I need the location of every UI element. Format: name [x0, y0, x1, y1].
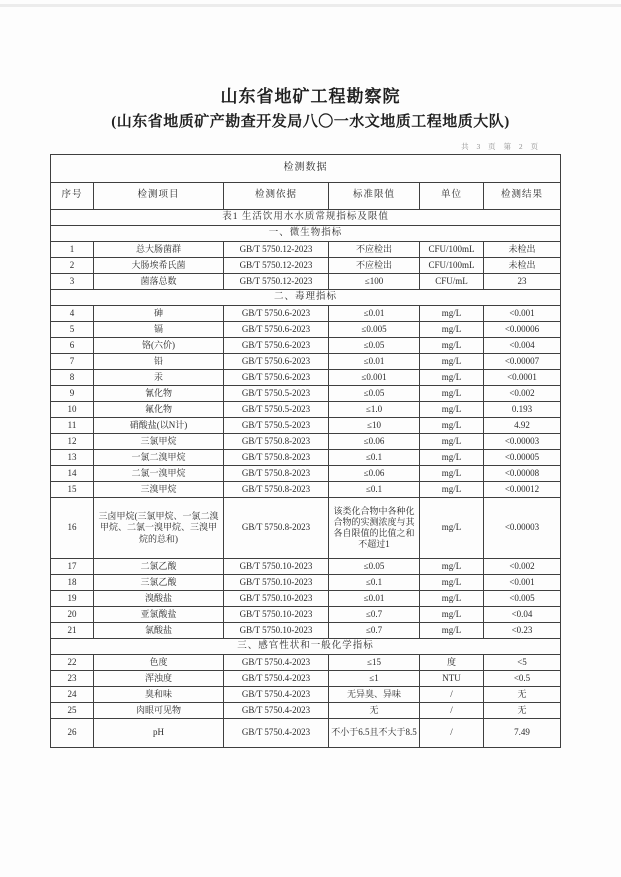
cell-limit: 不应检出	[329, 258, 420, 274]
section-title: 三、感官性状和一般化学指标	[51, 639, 561, 655]
cell-item: 汞	[94, 370, 224, 386]
cell-item: 菌落总数	[94, 274, 224, 290]
table-row	[51, 498, 561, 559]
cell-item: 三氯甲烷	[94, 434, 224, 450]
cell-item: 浑浊度	[94, 671, 224, 687]
table-row	[51, 575, 561, 591]
cell-result: <0.23	[484, 623, 561, 639]
cell-seq: 8	[51, 370, 94, 386]
cell-result: <0.00003	[484, 498, 561, 559]
table-row	[51, 338, 561, 354]
table-row	[51, 402, 561, 418]
table-row	[51, 671, 561, 687]
cell-method: GB/T 5750.6-2023	[224, 354, 329, 370]
cell-unit: mg/L	[420, 370, 484, 386]
cell-seq: 5	[51, 322, 94, 338]
cell-seq: 25	[51, 703, 94, 719]
column-header-row	[51, 183, 561, 210]
page-number-marker: 共 3 页 第 2 页	[461, 142, 541, 151]
cell-method: GB/T 5750.4-2023	[224, 687, 329, 703]
cell-limit: ≤0.1	[329, 450, 420, 466]
cell-limit: ≤0.05	[329, 559, 420, 575]
cell-method: GB/T 5750.5-2023	[224, 402, 329, 418]
cell-result: 无	[484, 703, 561, 719]
table-row	[51, 466, 561, 482]
cell-unit: /	[420, 703, 484, 719]
cell-seq: 6	[51, 338, 94, 354]
cell-method: GB/T 5750.6-2023	[224, 322, 329, 338]
cell-seq: 19	[51, 591, 94, 607]
cell-unit: mg/L	[420, 434, 484, 450]
table-row	[51, 434, 561, 450]
cell-method: GB/T 5750.8-2023	[224, 466, 329, 482]
cell-limit: ≤0.01	[329, 354, 420, 370]
cell-seq: 7	[51, 354, 94, 370]
cell-item: 硝酸盐(以N计)	[94, 418, 224, 434]
cell-seq: 4	[51, 306, 94, 322]
cell-method: GB/T 5750.12-2023	[224, 258, 329, 274]
cell-seq: 9	[51, 386, 94, 402]
cell-seq: 12	[51, 434, 94, 450]
section-row	[51, 639, 561, 655]
table-row	[51, 623, 561, 639]
cell-limit: 不应检出	[329, 242, 420, 258]
cell-method: GB/T 5750.6-2023	[224, 306, 329, 322]
cell-unit: mg/L	[420, 591, 484, 607]
cell-unit: mg/L	[420, 466, 484, 482]
cell-method: GB/T 5750.8-2023	[224, 434, 329, 450]
cell-method: GB/T 5750.10-2023	[224, 575, 329, 591]
cell-unit: mg/L	[420, 322, 484, 338]
cell-item: 臭和味	[94, 687, 224, 703]
cell-limit: ≤0.06	[329, 434, 420, 450]
cell-limit: ≤0.1	[329, 575, 420, 591]
cell-item: 三卤甲烷(三氯甲烷、一氯二溴甲烷、二氯一溴甲烷、三溴甲烷的总和)	[94, 498, 224, 559]
cell-method: GB/T 5750.4-2023	[224, 719, 329, 748]
cell-method: GB/T 5750.5-2023	[224, 386, 329, 402]
table-row	[51, 655, 561, 671]
cell-item: 一氯二溴甲烷	[94, 450, 224, 466]
cell-item: 铅	[94, 354, 224, 370]
cell-unit: NTU	[420, 671, 484, 687]
cell-unit: mg/L	[420, 354, 484, 370]
cell-unit: 度	[420, 655, 484, 671]
cell-limit: 该类化合物中各种化合物的实测浓度与其各自限值的比值之和不超过1	[329, 498, 420, 559]
cell-result: <0.004	[484, 338, 561, 354]
cell-item: 色度	[94, 655, 224, 671]
cell-item: 大肠埃希氏菌	[94, 258, 224, 274]
table-caption-row	[51, 155, 561, 183]
cell-limit: ≤1	[329, 671, 420, 687]
table-row	[51, 703, 561, 719]
cell-seq: 23	[51, 671, 94, 687]
column-header: 检测依据	[224, 183, 329, 210]
section-title: 二、毒理指标	[51, 290, 561, 306]
cell-unit: CFU/100mL	[420, 258, 484, 274]
cell-method: GB/T 5750.8-2023	[224, 482, 329, 498]
cell-result: <0.0001	[484, 370, 561, 386]
cell-limit: ≤15	[329, 655, 420, 671]
cell-result: <0.00006	[484, 322, 561, 338]
cell-seq: 26	[51, 719, 94, 748]
table-row	[51, 559, 561, 575]
table-caption: 检测数据	[51, 155, 561, 183]
table-row	[51, 719, 561, 748]
cell-seq: 2	[51, 258, 94, 274]
cell-seq: 17	[51, 559, 94, 575]
cell-result: 未检出	[484, 242, 561, 258]
table-row	[51, 450, 561, 466]
cell-unit: mg/L	[420, 575, 484, 591]
cell-item: 铬(六价)	[94, 338, 224, 354]
cell-limit: ≤0.005	[329, 322, 420, 338]
cell-item: 氰化物	[94, 386, 224, 402]
cell-seq: 22	[51, 655, 94, 671]
cell-result: <0.005	[484, 591, 561, 607]
cell-limit: ≤0.01	[329, 591, 420, 607]
cell-method: GB/T 5750.8-2023	[224, 450, 329, 466]
section-row	[51, 210, 561, 226]
table-row	[51, 386, 561, 402]
cell-unit: mg/L	[420, 498, 484, 559]
cell-unit: mg/L	[420, 559, 484, 575]
cell-result: <0.04	[484, 607, 561, 623]
cell-limit: 不小于6.5且不大于8.5	[329, 719, 420, 748]
cell-unit: CFU/mL	[420, 274, 484, 290]
cell-result: 23	[484, 274, 561, 290]
column-header: 检测结果	[484, 183, 561, 210]
cell-result: <0.00007	[484, 354, 561, 370]
cell-result: <5	[484, 655, 561, 671]
cell-method: GB/T 5750.12-2023	[224, 274, 329, 290]
section-title: 表1 生活饮用水水质常规指标及限值	[51, 210, 561, 226]
cell-limit: ≤0.7	[329, 623, 420, 639]
cell-seq: 10	[51, 402, 94, 418]
cell-method: GB/T 5750.6-2023	[224, 338, 329, 354]
cell-item: 三溴甲烷	[94, 482, 224, 498]
cell-unit: /	[420, 687, 484, 703]
cell-unit: mg/L	[420, 338, 484, 354]
cell-result: 4.92	[484, 418, 561, 434]
cell-unit: CFU/100mL	[420, 242, 484, 258]
table-row	[51, 482, 561, 498]
cell-method: GB/T 5750.6-2023	[224, 370, 329, 386]
cell-unit: mg/L	[420, 386, 484, 402]
cell-unit: /	[420, 719, 484, 748]
table-body	[51, 210, 561, 748]
cell-limit: ≤0.001	[329, 370, 420, 386]
cell-seq: 1	[51, 242, 94, 258]
table-row	[51, 258, 561, 274]
cell-unit: mg/L	[420, 306, 484, 322]
cell-seq: 21	[51, 623, 94, 639]
table-head	[51, 155, 561, 210]
table-row	[51, 591, 561, 607]
table-row	[51, 370, 561, 386]
cell-result: <0.00008	[484, 466, 561, 482]
org-title: 山东省地矿工程勘察院	[220, 87, 401, 106]
section-title: 一、微生物指标	[51, 226, 561, 242]
cell-limit: ≤0.01	[329, 306, 420, 322]
org-subtitle: (山东省地质矿产勘查开发局八〇一水文地质工程地质大队)	[111, 114, 510, 130]
cell-item: 三氯乙酸	[94, 575, 224, 591]
cell-result: 未检出	[484, 258, 561, 274]
cell-result: <0.001	[484, 575, 561, 591]
cell-result: 0.193	[484, 402, 561, 418]
cell-result: <0.00003	[484, 434, 561, 450]
cell-result: <0.001	[484, 306, 561, 322]
cell-method: GB/T 5750.4-2023	[224, 671, 329, 687]
cell-method: GB/T 5750.8-2023	[224, 498, 329, 559]
table-row	[51, 242, 561, 258]
cell-result: <0.00005	[484, 450, 561, 466]
cell-method: GB/T 5750.10-2023	[224, 607, 329, 623]
cell-item: 二氯乙酸	[94, 559, 224, 575]
cell-method: GB/T 5750.10-2023	[224, 623, 329, 639]
cell-limit: ≤10	[329, 418, 420, 434]
section-row	[51, 290, 561, 306]
cell-limit: 无异臭、异味	[329, 687, 420, 703]
column-header: 检测项目	[94, 183, 224, 210]
cell-method: GB/T 5750.4-2023	[224, 703, 329, 719]
cell-result: <0.5	[484, 671, 561, 687]
test-results-table	[50, 154, 561, 748]
cell-item: 总大肠菌群	[94, 242, 224, 258]
cell-item: pH	[94, 719, 224, 748]
cell-seq: 18	[51, 575, 94, 591]
cell-unit: mg/L	[420, 623, 484, 639]
table-row	[51, 687, 561, 703]
cell-limit: ≤0.05	[329, 338, 420, 354]
cell-limit: ≤0.05	[329, 386, 420, 402]
cell-method: GB/T 5750.10-2023	[224, 591, 329, 607]
cell-result: <0.00012	[484, 482, 561, 498]
cell-limit: ≤0.1	[329, 482, 420, 498]
column-header: 序号	[51, 183, 94, 210]
cell-unit: mg/L	[420, 607, 484, 623]
cell-seq: 16	[51, 498, 94, 559]
section-row	[51, 226, 561, 242]
cell-item: 砷	[94, 306, 224, 322]
cell-unit: mg/L	[420, 418, 484, 434]
cell-item: 氯酸盐	[94, 623, 224, 639]
cell-seq: 11	[51, 418, 94, 434]
cell-limit: ≤0.06	[329, 466, 420, 482]
cell-unit: mg/L	[420, 482, 484, 498]
column-header: 单位	[420, 183, 484, 210]
table-row	[51, 322, 561, 338]
cell-item: 镉	[94, 322, 224, 338]
cell-limit: 无	[329, 703, 420, 719]
cell-item: 氟化物	[94, 402, 224, 418]
scan-edge-shadow	[0, 4, 621, 7]
cell-method: GB/T 5750.12-2023	[224, 242, 329, 258]
cell-seq: 13	[51, 450, 94, 466]
cell-item: 亚氯酸盐	[94, 607, 224, 623]
cell-result: <0.002	[484, 386, 561, 402]
cell-unit: mg/L	[420, 450, 484, 466]
cell-limit: ≤100	[329, 274, 420, 290]
cell-item: 肉眼可见物	[94, 703, 224, 719]
cell-seq: 20	[51, 607, 94, 623]
table-row	[51, 607, 561, 623]
cell-seq: 14	[51, 466, 94, 482]
cell-method: GB/T 5750.4-2023	[224, 655, 329, 671]
cell-seq: 15	[51, 482, 94, 498]
table-row	[51, 354, 561, 370]
table-row	[51, 306, 561, 322]
cell-item: 二氯一溴甲烷	[94, 466, 224, 482]
cell-method: GB/T 5750.10-2023	[224, 559, 329, 575]
cell-result: <0.002	[484, 559, 561, 575]
cell-result: 无	[484, 687, 561, 703]
cell-unit: mg/L	[420, 402, 484, 418]
table-row	[51, 418, 561, 434]
cell-item: 溴酸盐	[94, 591, 224, 607]
cell-limit: ≤1.0	[329, 402, 420, 418]
cell-method: GB/T 5750.5-2023	[224, 418, 329, 434]
table-row	[51, 274, 561, 290]
cell-seq: 3	[51, 274, 94, 290]
cell-result: 7.49	[484, 719, 561, 748]
cell-seq: 24	[51, 687, 94, 703]
cell-limit: ≤0.7	[329, 607, 420, 623]
column-header: 标准限值	[329, 183, 420, 210]
